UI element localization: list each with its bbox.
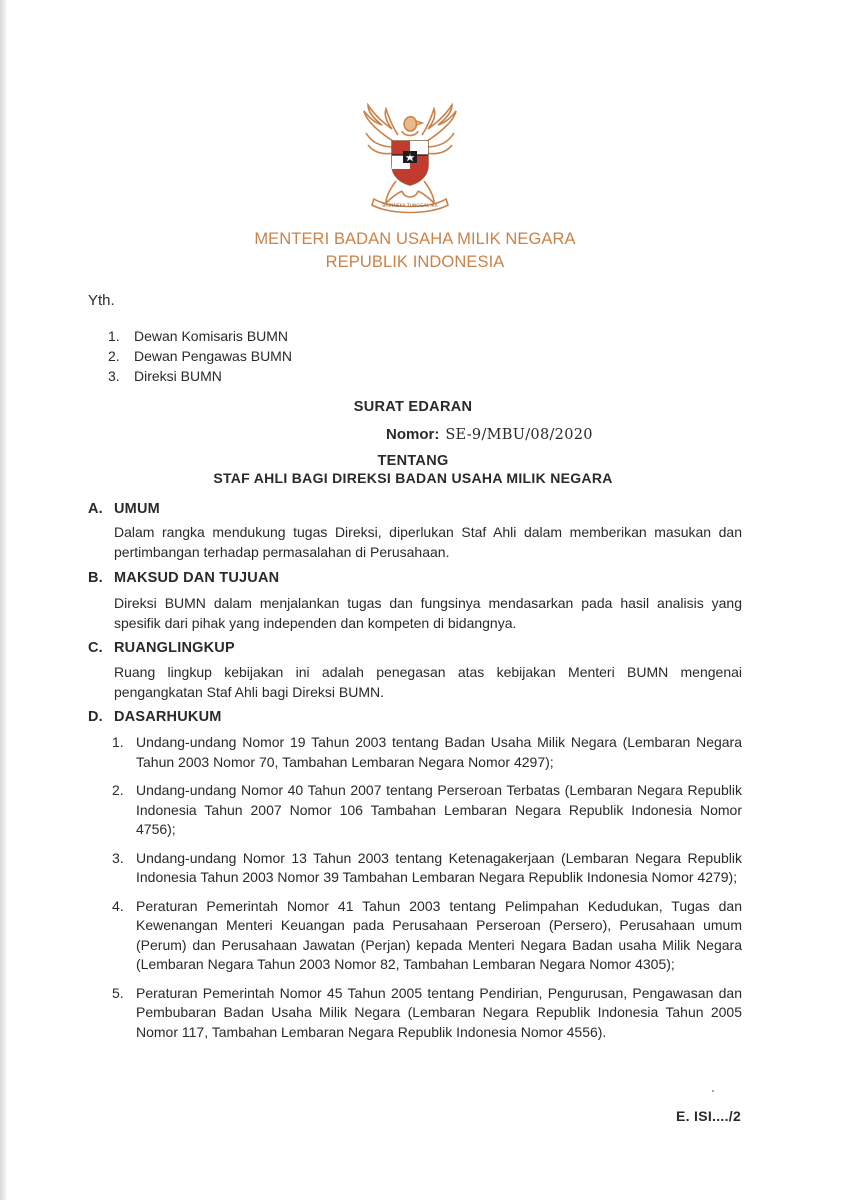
garuda-emblem-icon	[356, 103, 464, 215]
list-item: 4. Peraturan Pemerintah Nomor 41 Tahun 2003 tentang Pelimpahan Kedudukan, Tugas dan Kewenangan Menteri Keuangan pada Perusahaan Perseroan (Persero), Perusahaan umum (Perum) dan Perusahaan Jawatan (Perjan) kepada Menteri Negara Badan usaha Milik Negara (Lembaran Negara Tahun 2003 Nomor 82, Tambahan Lembaran Negara Nomor 4305);	[112, 897, 742, 972]
document-number	[386, 426, 593, 443]
list-item: 3. Undang-undang Nomor 13 Tahun 2003 tentang Ketenagakerjaan (Lembaran Negara Republik Indonesia Tahun 2003 Nomor 39 Tambahan Lembaran Negara Republik Indonesia Nomor 4279);	[112, 849, 742, 885]
list-item: 5. Peraturan Pemerintah Nomor 45 Tahun 2005 tentang Pendirian, Pengurusan, Pengawasan dan Pembubaran Badan Usaha Milik Negara (Lembaran Negara Republik Indonesia Tahun 2005 Nomor 117, Tambahan Lembaran Negara Republik Indonesia Nomor 4556).	[112, 984, 742, 1040]
section-heading-d: D. DASARHUKUM	[88, 709, 222, 725]
document-title: SURAT EDARAN	[353, 399, 473, 415]
letterhead-line-2: REPUBLIK INDONESIA	[325, 253, 505, 271]
document-subject: STAF AHLI BAGI DIREKSI BADAN USAHA MILIK NEGARA	[213, 470, 613, 486]
next-page-reference: E. ISI..../2	[676, 1108, 742, 1124]
scan-page-edge	[0, 0, 6, 1200]
section-heading-b: B. MAKSUD DAN TUJUAN	[88, 570, 280, 586]
recipient-item: 3. Direksi BUMN	[108, 368, 222, 384]
tentang-label: TENTANG	[377, 453, 449, 469]
document-number-value: SE-9/MBU/08/2020	[445, 427, 593, 443]
recipient-item: 2. Dewan Pengawas BUMN	[108, 348, 292, 364]
letterhead-line-1: MENTERI BADAN USAHA MILIK NEGARA	[254, 230, 576, 248]
section-heading-a: A. UMUM	[88, 501, 160, 517]
section-body-b: Direksi BUMN dalam menjalankan tugas dan fungsinya mendasarkan pada hasil analisis yang spesifik dari pihak yang independen dan kompeten di bidangnya.	[114, 595, 742, 631]
salutation: Yth.	[88, 292, 115, 309]
list-item: 1. Undang-undang Nomor 19 Tahun 2003 tentang Badan Usaha Milik Negara (Lembaran Negara Tahun 2003 Nomor 70, Tambahan Lembaran Negara Nomor 4297);	[112, 734, 742, 770]
section-body-a: Dalam rangka mendukung tugas Direksi, diperlukan Staf Ahli dalam memberikan masukan dan pertimbangan terhadap permasalahan di Perusahaan.	[114, 524, 742, 560]
section-body-c: Ruang lingkup kebijakan ini adalah penegasan atas kebijakan Menteri BUMN mengenai pengangkatan Staf Ahli bagi Direksi BUMN.	[114, 664, 742, 700]
svg-text:BHINNEKA TUNGGAL IKA: BHINNEKA TUNGGAL IKA	[382, 204, 438, 209]
recipient-list	[108, 326, 292, 386]
recipient-item: 1. Dewan Komisaris BUMN	[108, 328, 289, 344]
scan-speck	[712, 1090, 714, 1092]
legal-basis-list	[112, 733, 742, 1042]
list-item: 2. Undang-undang Nomor 40 Tahun 2007 tentang Perseroan Terbatas (Lembaran Negara Republik Indonesia Tahun 2007 Nomor 106 Tambahan Lembaran Negara Republik Indonesia Nomor 4756);	[112, 782, 742, 837]
letterhead	[0, 228, 830, 274]
section-heading-c: C. RUANGLINGKUP	[88, 640, 235, 656]
document-number-label: Nomor:	[386, 426, 440, 443]
